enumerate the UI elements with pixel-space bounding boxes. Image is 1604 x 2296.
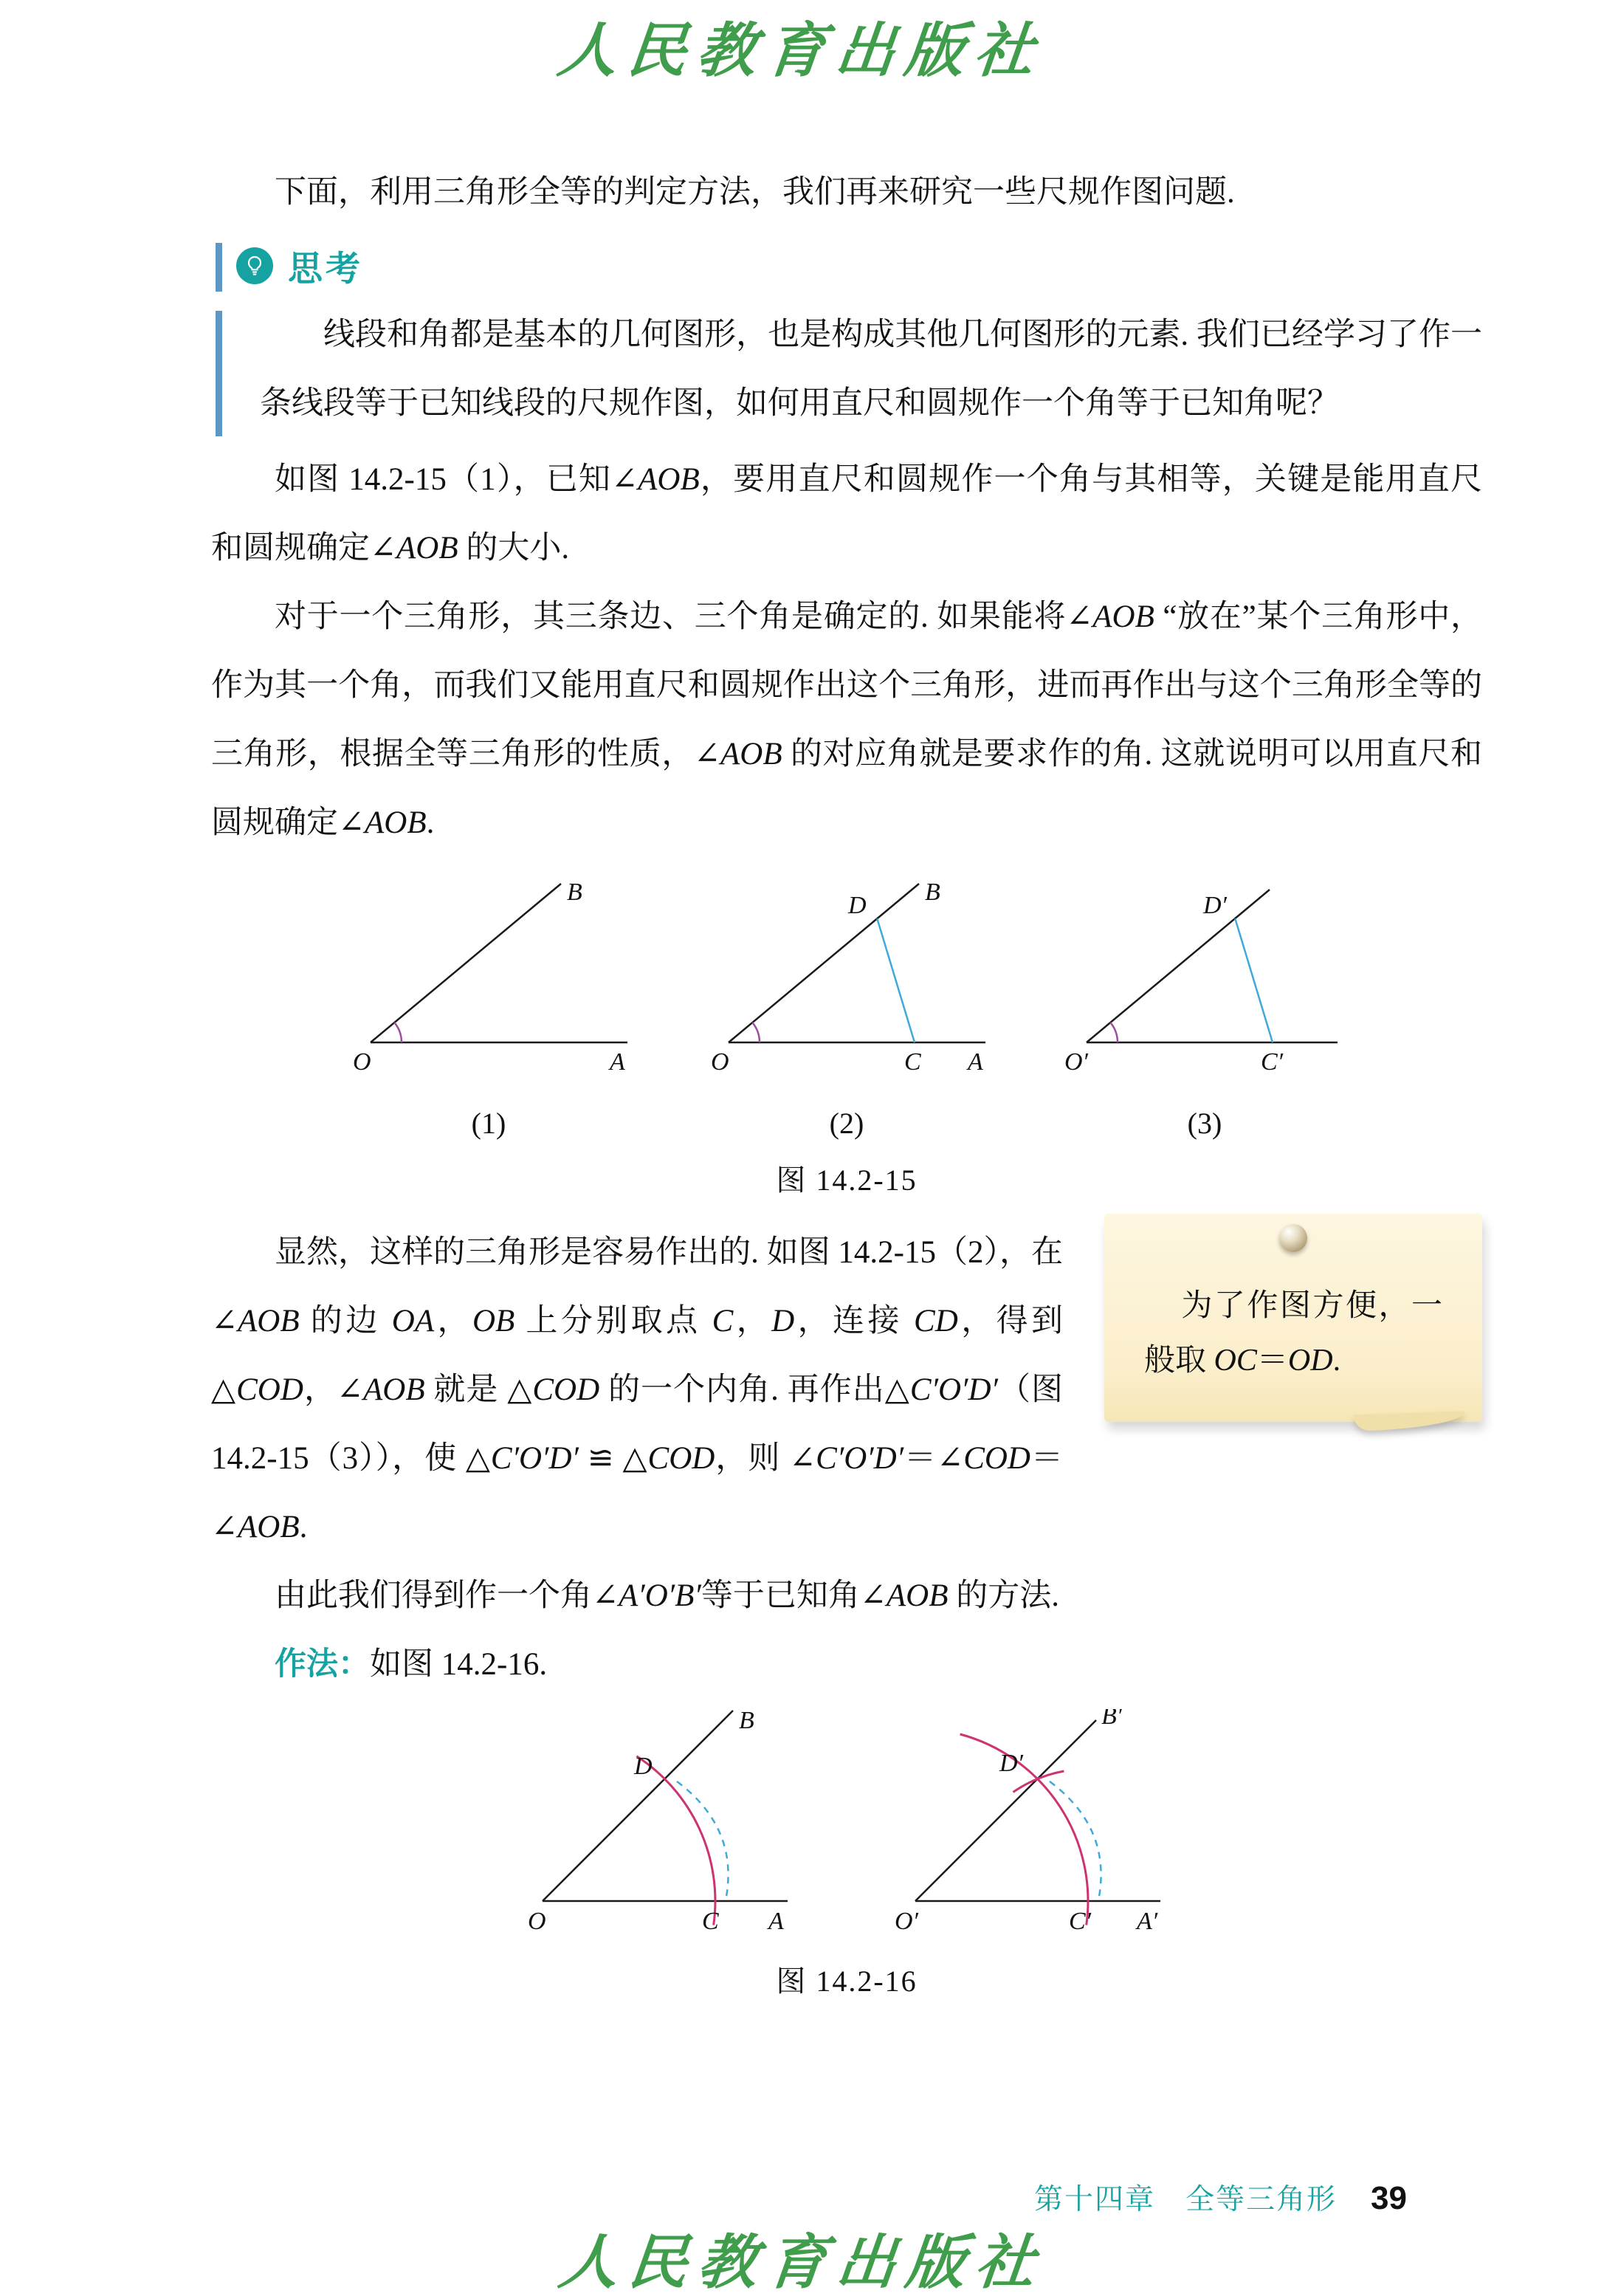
point-label-b: B [925,879,940,906]
side-note [1104,1214,1482,1422]
method-text: 如图 14.2-16. [370,1647,548,1682]
diagram-construction-copy-svg [886,1709,1181,1938]
ray-oprime-bprime [915,1720,1096,1901]
point-label-oprime: O′ [894,1908,918,1935]
method-paragraph [211,1630,1482,1699]
diagram-angle-aob-svg [341,876,636,1083]
point-label-dprime: D′ [999,1750,1023,1777]
point-label-d: D [633,1753,653,1780]
point-label-a: A [610,1048,625,1076]
think-box-bar-top [216,243,222,292]
side-note-text: 为了作图方便，一般取 OC＝OD. [1144,1289,1442,1378]
chapter-label: 第十四章 全等三角形 [1034,2184,1338,2216]
figure-14-2-16-diagrams [211,1709,1482,1942]
point-label-b: B [738,1709,754,1734]
page-number: 39 [1371,2180,1407,2216]
diagram-sub-label: (1) [471,1107,506,1140]
intro-paragraph: 下面，利用三角形全等的判定方法，我们再来研究一些尺规作图问题. [275,175,1235,210]
point-label-d: D [848,892,867,919]
diagram-sub-label: (2) [829,1107,864,1140]
publisher-logo-top: 人民教育出版社 [554,19,1047,84]
diagram-angle-aob [341,876,636,1141]
diagram-triangle-codprime [1057,876,1352,1141]
vertex-angle-arc [752,1022,760,1042]
diagram-construction-original [513,1709,808,1942]
publisher-logo-bottom: 人民教育出版社 [555,2231,1049,2296]
segment-cprime-dprime [1235,918,1273,1042]
page-content [0,158,1604,2000]
figure-14-2-15-diagrams [211,876,1482,1141]
point-label-a: A [768,1908,784,1935]
compass-arc-cd-dashed [1050,1781,1101,1897]
think-box-body: 线段和角都是基本的几何图形，也是构成其他几何图形的元素. 我们已经学习了作一条线段等于已知线段的尺规作图，如何用直尺和圆规作一个角等于已知角呢？ [260,317,1482,421]
point-label-a: A [968,1048,983,1076]
think-box-header [236,240,1482,292]
think-box [211,231,1482,445]
ray-oprime-slanted [1087,890,1270,1042]
vertex-angle-arc [394,1022,402,1042]
point-label-c: C [904,1048,921,1076]
method-label: 作法： [275,1647,370,1682]
paragraph-3-with-note [211,1218,1482,1561]
figure-14-2-16-caption: 图 14.2-16 [776,1965,918,1998]
figure-14-2-16 [211,1709,1482,2000]
point-label-c: C [701,1908,719,1935]
lightbulb-icon [236,247,273,284]
point-label-aprime: A′ [1136,1908,1157,1935]
compass-arc-through-cd [636,1756,715,1925]
paragraph-2: 对于一个三角形，其三条边、三个角是确定的. 如果能将∠AOB “放在”某个三角形中，作为其一个角，而我们又能用直尺和圆规作出这个三角形，进而再作出与这个三角形全等的三角形，根据全等三角形的性质，∠AOB 的对应角就是要求作的角. 这就说明可以用直尺和圆规确定∠AOB. [211,599,1483,840]
point-label-o: O [527,1908,546,1935]
paragraph-1: 如图 14.2-15（1），已知∠AOB，要用直尺和圆规作一个角与其相等，关键是能用直尺和圆规确定∠AOB 的大小. [211,462,1483,566]
ray-ob [543,1711,733,1901]
vertex-angle-arc [1110,1022,1118,1042]
figure-14-2-15 [211,876,1482,1199]
ray-ob [371,884,561,1042]
point-label-oprime: O′ [1064,1048,1088,1076]
point-label-cprime: C′ [1068,1908,1091,1935]
diagram-sub-label: (3) [1187,1107,1222,1140]
think-box-title: 思考 [288,250,363,289]
segment-cd [877,918,915,1042]
page-footer [1034,2176,1407,2218]
point-label-o: O [353,1048,371,1076]
diagram-angle-aob-with-cd [699,876,994,1141]
diagram-triangle-codprime-svg [1057,876,1352,1083]
pearl-pin-icon [1279,1224,1307,1252]
diagram-angle-aob-with-cd-svg [699,876,994,1083]
point-label-o: O [711,1048,729,1076]
point-label-cprime: C′ [1261,1048,1284,1076]
figure-14-2-15-caption: 图 14.2-15 [776,1164,918,1197]
point-label-bprime: B′ [1101,1709,1122,1730]
point-label-dprime: D′ [1203,892,1227,919]
compass-arc-through-cprime [960,1734,1087,1925]
paragraph-3: 显然，这样的三角形是容易作出的. 如图 14.2-15（2），在∠AOB 的边 OA，OB 上分别取点 C，D，连接 CD，得到 △COD，∠AOB 就是 △COD 的一个内角. 再作出△C′O′D′（图 14.2-15（3）），使 △C′O′D′ ≌ △COD，则 ∠C′O′D′＝∠COD＝∠AOB. [211,1235,1064,1544]
paragraph-4: 由此我们得到作一个角∠A′O′B′等于已知角∠AOB 的方法. [275,1578,1059,1613]
diagram-construction-original-svg [513,1709,808,1938]
diagram-construction-copy [886,1709,1181,1942]
think-box-bar-body [216,311,222,436]
point-label-b: B [567,879,582,906]
